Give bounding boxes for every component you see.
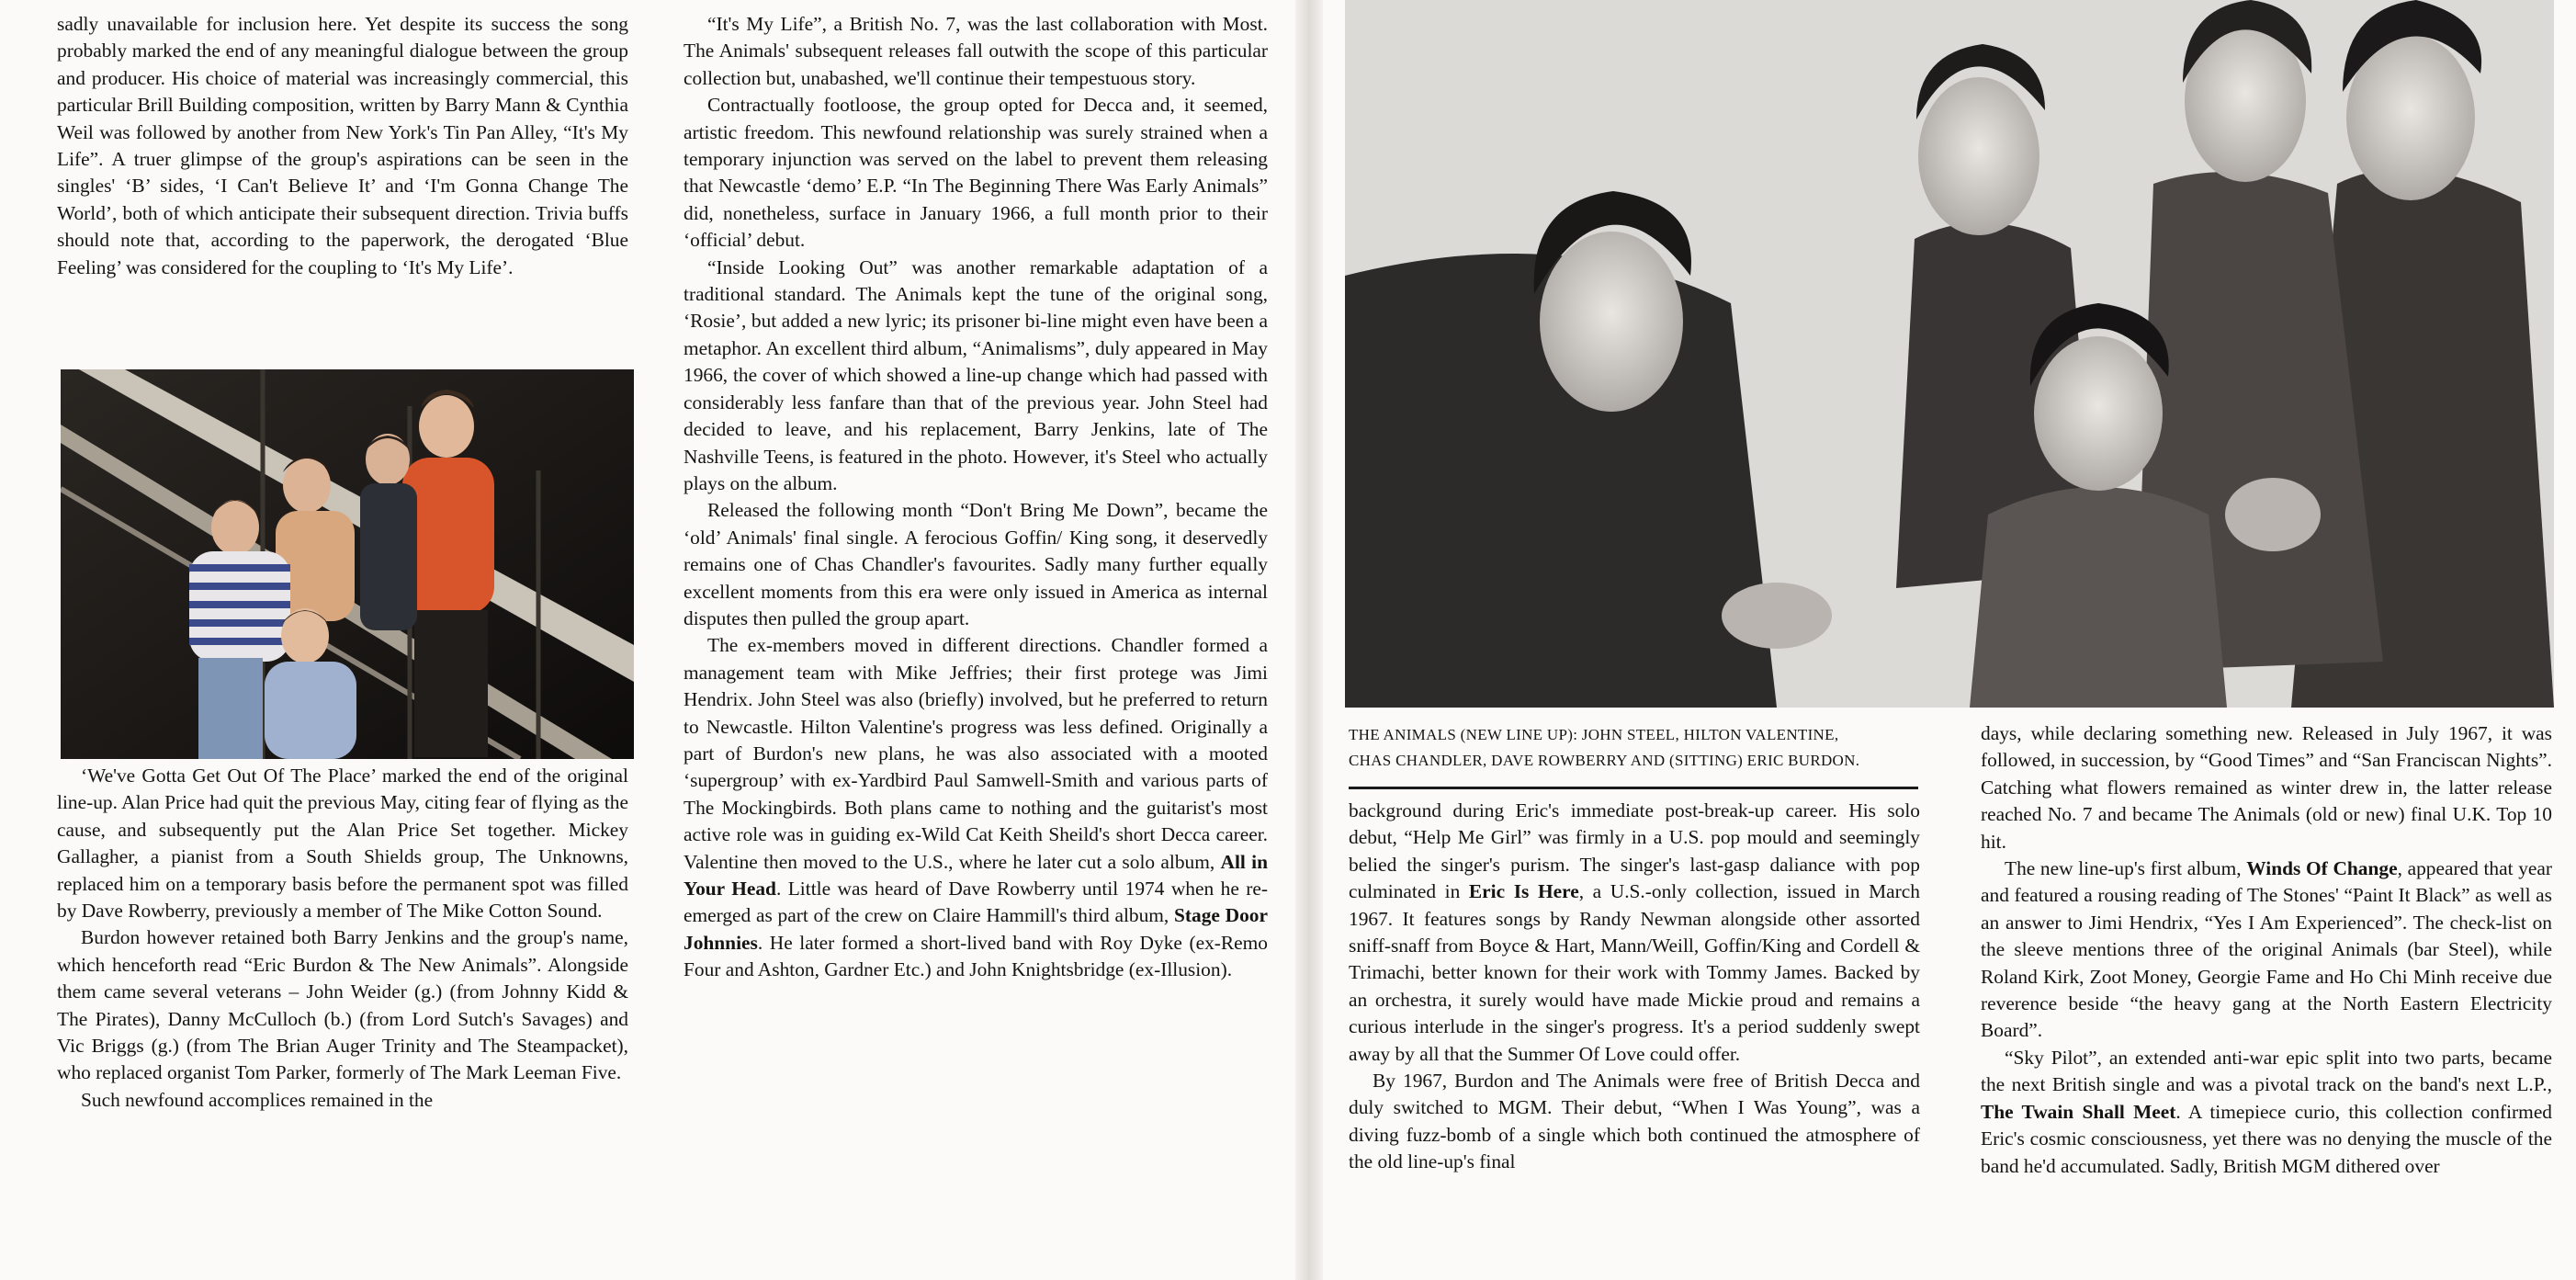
text-run: . Little was heard of Dave Rowberry until 1974 when he re-emerged as part of the crew on Claire Hammill's third album, — [684, 878, 1268, 927]
album-title: Winds Of Change — [2246, 857, 2398, 880]
left-page-second-column — [684, 11, 1268, 984]
text-run: “Sky Pilot”, an extended anti-war epic split into two parts, became the next British single and was a pivotal track on the band's next L.P., — [1981, 1046, 2552, 1096]
paragraph: “It's My Life”, a British No. 7, was the last collaboration with Most. The Animals' subsequent releases fall outwith the scope of this particular collection but, unabashed, we'll continue their tempestuous story. — [684, 13, 1268, 89]
paragraph: Released the following month “Don't Bring Me Down”, became the ‘old’ Animals' final single. A ferocious Goffin/ King song, it deservedly remains one of Chas Chandler's favourites. Sadly many further equally excellent moments from this era were only issued in America as internal disputes then pulled the group apart. — [684, 499, 1268, 629]
text-run: , appeared that year and featured a rousing reading of The Stones' “Paint It Black” as well as an answer to Jimi Hendrix, “Yes I Am Experienced”. The check-list on the sleeve mentions three of the original Animals (bar Steel), while Roland Kirk, Zoot Money, Georgie Fame and Ho Chi Minh receive due reverence beside “the heavy gang at the North Eastern Electricity Board”. — [1981, 857, 2552, 1042]
text-run: The new line-up's first album, — [2005, 857, 2247, 880]
paragraph: Such newfound accomplices remained in the — [81, 1088, 434, 1111]
right-page-first-column — [1349, 798, 1920, 1176]
album-title: All in Your Head — [684, 850, 1268, 900]
paragraph: Contractually footloose, the group opted for Decca and, it seemed, artistic freedom. This newfound relationship was surely strained when a temporary injunction was served on the label to prevent them releasing that Newcastle ‘demo’ E.P. “In The Beginning There Was Early Animals” did, nonetheless, surface in January 1966, a full month prior to their ‘official’ debut. — [684, 94, 1268, 252]
paragraph: “Inside Looking Out” was another remarkable adaptation of a traditional standard. The Animals kept the tune of the original song, ‘Rosie’, but added a new lyric; its prisoner bi-line might even have been a metaphor. An excellent third album, “Animalisms”, duly appeared in May 1966, the cover of which showed a line-up change which had passed with considerably less fanfare than that of the previous year. John Steel had decided to leave, and his replacement, Barry Jenkins, late of The Nashville Teens, is featured in the photo. However, it's Steel who actually plays on the album. — [684, 255, 1268, 494]
album-title: The Twain Shall Meet — [1981, 1100, 2176, 1123]
album-title: Eric Is Here — [1468, 880, 1579, 903]
band-staircase-photo — [61, 369, 634, 759]
text-run: . A timepiece curio, this collection confirmed Eric's cosmic consciousness, yet there was no denying the muscle of the band he'd accumulated. Sadly, British MGM dithered over — [1981, 1100, 2553, 1177]
paragraph: ‘We've Gotta Get Out Of The Place’ marked the end of the original line-up. Alan Price had quit the previous May, citing fear of flying as the cause, and subsequently put the Alan Price Set together. Mickey Gallagher, a pianist from a South Shields group, The Unknowns, replaced him on a temporary basis before the permanent spot was filled by Dave Rowberry, previously a member of The Mike Cotton Sound. — [57, 765, 628, 923]
new-line-up-photo — [1345, 0, 2554, 708]
album-title: Stage Door Johnnies — [684, 904, 1268, 954]
page-gutter — [1295, 0, 1323, 1280]
text-run: , a U.S.-only collection, issued in March 1967. It features songs by Randy Newman alongside other assorted sniff-snaff from Boyce & Hart, Mann/Weill, Goffin/King and Cordell & Trimachi, better known for their work with Tommy James. Backed by an orchestra, it surely would have made Mickie proud and remains a curious interlude in the singer's progress. It's a period suddenly swept away by all that the Summer Of Love could offer. — [1349, 880, 1920, 1065]
text-run: background during Eric's immediate post-break-up career. His solo debut, “Help Me Girl” was firmly in a U.S. pop mould and seemingly belied the singer's purism. The singer's last-gasp daliance with pop culminated in — [1349, 799, 1920, 903]
text-run: . He later formed a short-lived band with Roy Dyke (ex-Remo Four and Ashton, Gardner Etc.) and John Knightsbridge (ex-Illusion). — [684, 931, 1268, 981]
paragraph — [1981, 1045, 2552, 1180]
paragraph — [1981, 855, 2552, 1045]
left-column-bottom-text — [57, 763, 628, 1114]
paragraph: By 1967, Burdon and The Animals were free of British Decca and duly switched to MGM. Their debut, “When I Was Young”, was a diving fuzz-bomb of a single which both continued the atmosphere of the old line-up's final — [1349, 1070, 1920, 1173]
caption-divider — [1349, 787, 1918, 789]
caption-line: CHAS CHANDLER, DAVE ROWBERRY AND (SITTING) ERIC BURDON. — [1349, 752, 1860, 769]
paragraph: sadly unavailable for inclusion here. Yet despite its success the song probably marked the end of any meaningful dialogue between the group and producer. His choice of material was increasingly commercial, this particular Brill Building composition, written by Barry Mann & Cynthia Weil was followed by another from New York's Tin Pan Alley, “It's My Life”. A truer glimpse of the group's aspirations can be seen in the singles' ‘B’ sides, ‘I Can't Believe It’ and ‘I'm Gonna Change The World’, both of which anticipate their subsequent direction. Trivia buffs should note that, according to the paperwork, the derogated ‘Blue Feeling’ was considered for the coupling to ‘It's My Life’. — [57, 13, 628, 278]
paragraph — [1349, 798, 1920, 1068]
left-column-top-text — [57, 11, 628, 281]
right-page-second-column — [1981, 720, 2552, 1180]
paragraph: days, while declaring something new. Released in July 1967, it was followed, in succession, by “Good Times” and “San Franciscan Nights”. Catching what flowers remained as winter drew in, the latter release reached No. 7 and became The Animals (old or new) final U.K. Top 10 hit. — [1981, 722, 2552, 853]
paragraph — [684, 632, 1268, 983]
photo-caption — [1349, 722, 1937, 774]
text-run: The ex-members moved in different directions. Chandler formed a management team with Mike Jeffries; their first protege was Jimi Hendrix. John Steel was also (briefly) involved, but he preferred to return to Newcastle. Hilton Valentine's progress was less defined. Originally a part of Burdon's new plans, he was also associated with a mooted ‘supergroup’ with ex-Yardbird Paul Samwell-Smith and various parts of The Mockingbirds. Both plans came to nothing and the guitarist's most active role was in guiding ex-Wild Cat Keith Sheild's short Decca career. Valentine then moved to the U.S., where he later cut a solo album, — [684, 634, 1268, 873]
paragraph: Burdon however retained both Barry Jenkins and the group's name, which henceforth read “Eric Burdon & The New Animals”. Alongside them came several veterans – John Weider (g.) (from Johnny Kidd & The Pirates), Danny McCulloch (b.) (from Lord Sutch's Savages) and Vic Briggs (g.) (from The Brian Auger Trinity and The Steampacket), who replaced organist Tom Parker, formerly of The Mark Leeman Five. — [57, 926, 628, 1084]
caption-line: THE ANIMALS (NEW LINE UP): JOHN STEEL, HILTON VALENTINE, — [1349, 726, 1839, 743]
